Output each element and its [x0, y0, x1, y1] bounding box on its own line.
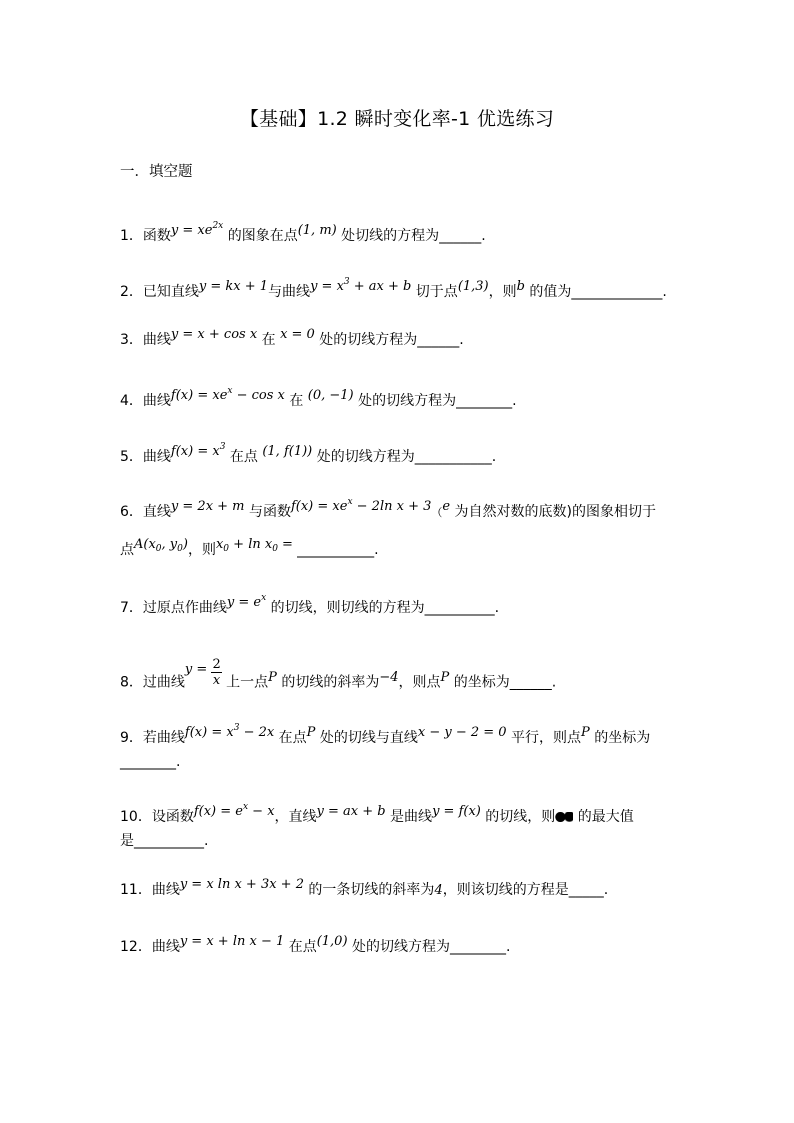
- question-9-continued: [120, 752, 180, 772]
- page-title: 【基础】1.2 瞬时变化率-1 优选练习: [239, 108, 555, 130]
- question-10-continued: 是__________.: [120, 833, 209, 849]
- answer-blank: ________.: [449, 939, 511, 955]
- math-expression: $y = e^x$: [226, 593, 267, 610]
- answer-blank: ______.: [509, 674, 557, 691]
- answer-blank: __________.: [424, 600, 500, 616]
- question-10: 10．设函数$f(x) = e^x - x$，直线y = ax + b 是曲线y = f(x) 的切线，则 的最大值: [120, 802, 634, 825]
- math-expression: y =: [184, 661, 212, 677]
- math-expression: $y = x^3$ + ax + b: [310, 277, 412, 294]
- answer-blank: ________.: [456, 393, 517, 409]
- answer-blank: __________.: [134, 833, 209, 849]
- answer-blank: ___________.: [297, 542, 379, 558]
- math-expression: $A(x_0$, $y_0$): [134, 537, 188, 554]
- question-9: 9．若曲线$f(x) = x^3 - 2x$ 在点P 处的切线与直线x − y − 2 = 0 平行，则点P 的坐标为: [120, 723, 651, 746]
- math-expression: $f(x) = x^3 - 2x$: [184, 723, 275, 740]
- question-4: 4．曲线$f(x) = xe^x - \cos x$ 在 (0, −1) 处的切线方程为________.: [120, 386, 517, 409]
- question-12: 12．曲线y = x + ln x − 1 在点(1,0) 处的切线方程为________.: [120, 934, 511, 955]
- question-1: 1．函数$y = xe^{2x}$ 的图象在点(1, m) 处切线的方程为______.: [120, 221, 486, 244]
- answer-blank: _____.: [568, 882, 609, 898]
- question-6-continued: 点$A(x_0$, $y_0$)，则$x_0 + \ln x_0$ = ___________.: [120, 537, 379, 558]
- question-7: 7．过原点作曲线$y = e^x$ 的切线，则切线的方程为__________.: [120, 593, 500, 616]
- math-expression: $f(x) = x^3$: [170, 442, 226, 459]
- math-expression: $f(x) = xe^x - 2\ln$ x + 3: [290, 497, 432, 514]
- answer-blank: _____________.: [571, 284, 667, 300]
- smudged-expression-mark: [555, 812, 573, 822]
- section-heading: 一．填空题: [120, 164, 193, 180]
- answer-blank: ________.: [120, 754, 181, 770]
- answer-blank: ___________.: [414, 449, 497, 465]
- math-expression: $f(x) = xe^x - \cos x$: [170, 386, 285, 403]
- answer-blank: ______.: [417, 332, 464, 348]
- math-expression: $x_0 + \ln x_0$ =: [215, 537, 298, 554]
- answer-blank: ______.: [439, 228, 486, 244]
- question-3: 3．曲线y = x + cos x 在 x = 0 处的切线方程为______.: [120, 327, 464, 348]
- math-expression: $f(x) = e^x - x$: [193, 802, 275, 819]
- question-6: 6．直线y = 2x + m 与函数$f(x) = xe^x - 2\ln$ x + 3（e 为自然对数的底数)的图象相切于: [120, 497, 656, 520]
- question-8: 8．过曲线y = $\frac{2}{x}$ 上一点P 的切线的斜率为−4，则点P 的坐标为______.: [120, 657, 557, 691]
- question-5: 5．曲线$f(x) = x^3$ 在点 (1, f(1)) 处的切线方程为___________.: [120, 442, 497, 465]
- question-11: 11．曲线y = x ln x + 3x + 2 的一条切线的斜率为4，则该切线的方程是_____.: [120, 877, 609, 898]
- math-expression: $y = xe^{2x}$: [170, 221, 224, 238]
- fraction: $\frac{2}{x}$: [212, 657, 221, 688]
- question-2: 2．已知直线y = kx + 1与曲线$y = x^3$ + ax + b 切于点(1,3)，则b 的值为_____________.: [120, 277, 667, 300]
